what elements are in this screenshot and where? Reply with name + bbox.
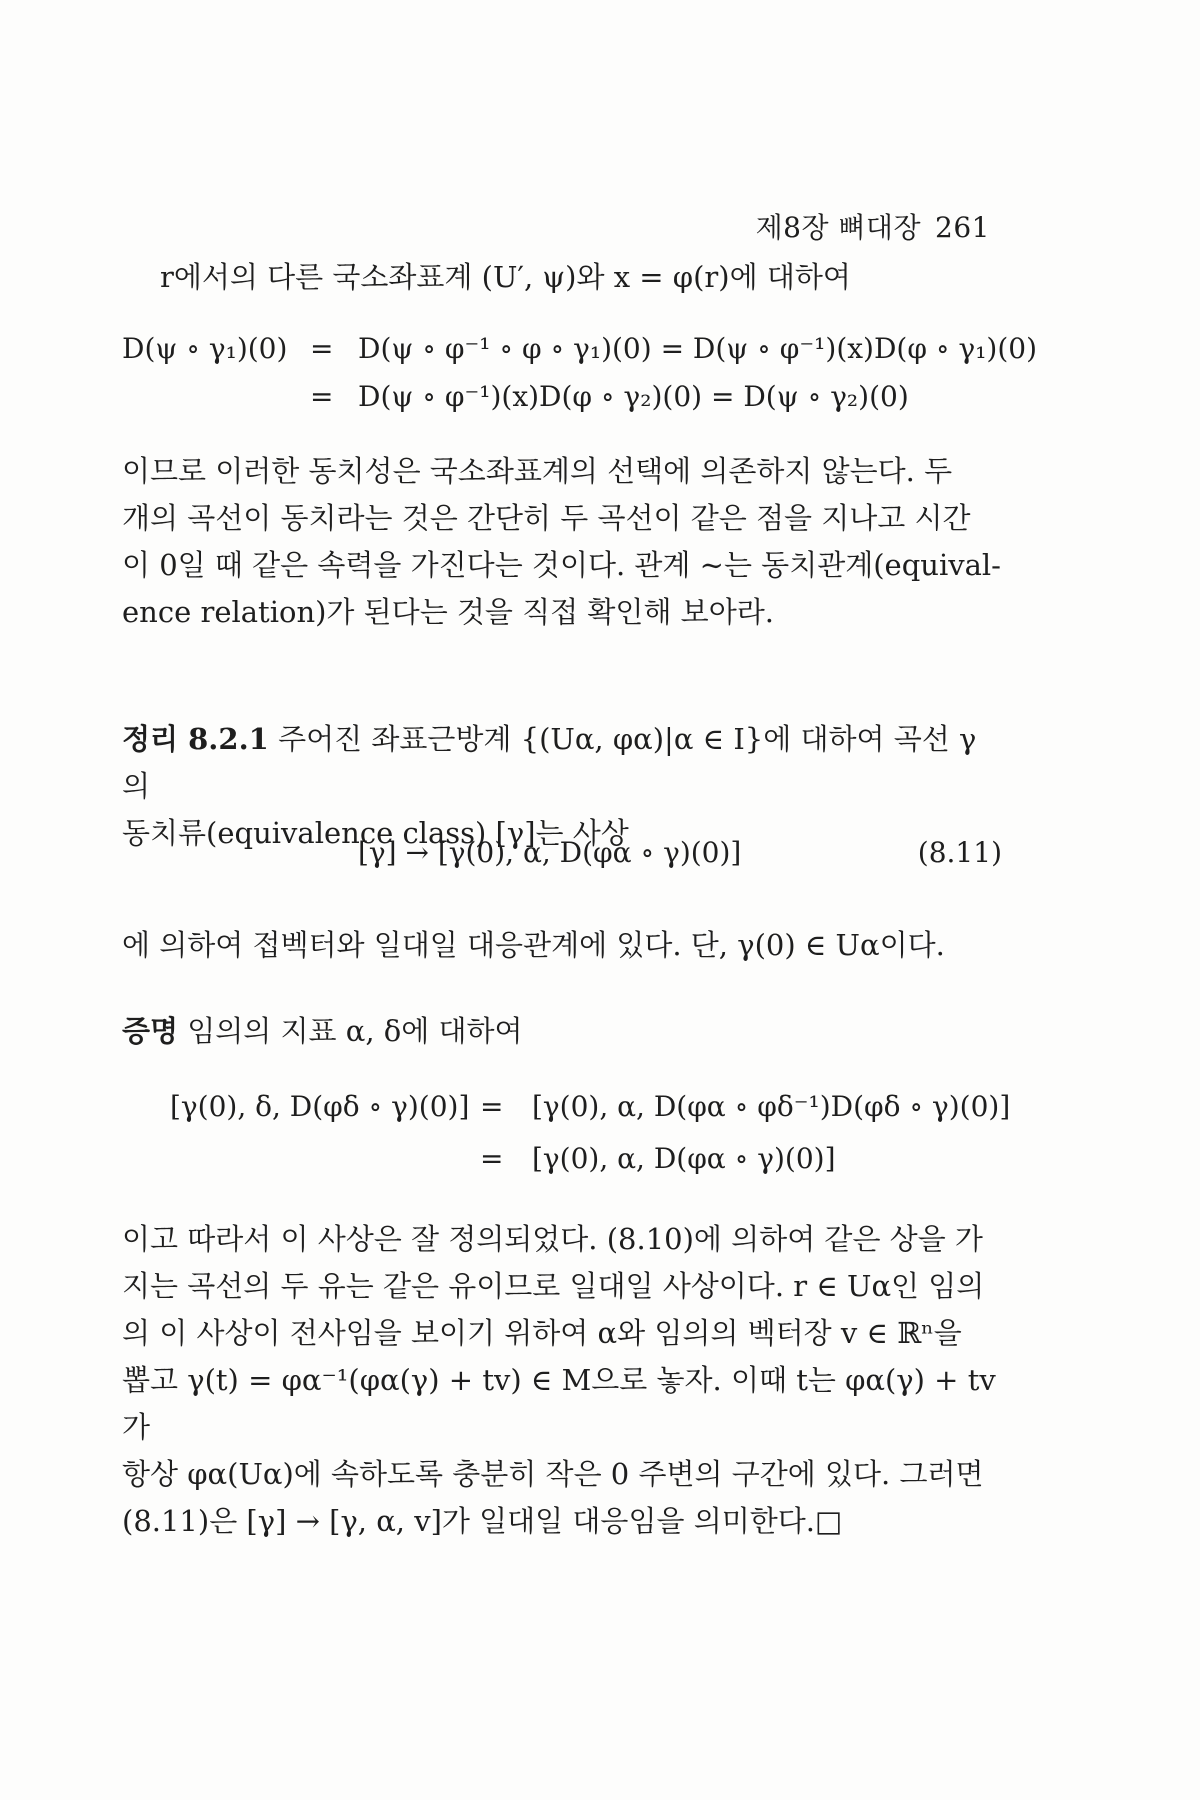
theorem-line-2: 동치류(equivalence class) [γ]는 사상 — [122, 816, 629, 850]
theorem-label: 정리 8.2.1 — [122, 722, 269, 756]
para2-line-1: 이고 따라서 이 사상은 잘 정의되었다. (8.10)에 의하여 같은 상을 가 — [122, 1222, 983, 1256]
proof-label: 증명 — [122, 1014, 179, 1048]
paragraph-2 — [122, 1216, 1002, 1545]
eq2-number: (8.11) — [917, 836, 1002, 869]
eq1-row1-lhs: D(ψ ∘ γ₁)(0) — [122, 332, 288, 365]
equation-1 — [122, 332, 1038, 432]
eq3-row1-equals: = — [480, 1090, 504, 1123]
para2-line-5: 항상 φα(Uα)에 속하도록 충분히 작은 0 주변의 구간에 있다. 그러면 — [122, 1457, 984, 1491]
theorem-text-1: 주어진 좌표근방계 {(Uα, φα)|α ∈ I}에 대하여 곡선 γ의 — [122, 722, 977, 803]
after-eq2-line: 에 의하여 접벡터와 일대일 대응관계에 있다. 단, γ(0) ∈ Uα이다. — [122, 928, 945, 962]
eq3-row1-rhs: [γ(0), α, D(φα ∘ φδ⁻¹)D(φδ ∘ γ)(0)] — [532, 1090, 1011, 1123]
paragraph-1 — [122, 448, 1002, 636]
para1-line-3: 이 0일 때 같은 속력을 가진다는 것이다. 관계 ∼는 동치관계(equival- — [122, 548, 1001, 582]
para2-line-3: 의 이 사상이 전사임을 보이기 위하여 α와 임의의 벡터장 v ∈ ℝⁿ을 — [122, 1316, 962, 1350]
equation-3 — [122, 1090, 1011, 1190]
eq3-row2-equals: = — [480, 1142, 504, 1175]
eq3-row2-rhs: [γ(0), α, D(φα ∘ γ)(0)] — [532, 1142, 836, 1175]
eq1-row1-rhs: D(ψ ∘ φ⁻¹ ∘ φ ∘ γ₁)(0) = D(ψ ∘ φ⁻¹)(x)D(φ ∘ γ₁)(0) — [358, 332, 1038, 365]
equation-2 — [122, 836, 1002, 876]
eq1-row2-rhs: D(ψ ∘ φ⁻¹)(x)D(φ ∘ γ₂)(0) = D(ψ ∘ γ₂)(0) — [358, 380, 909, 413]
para1-line-2: 개의 곡선이 동치라는 것은 간단히 두 곡선이 같은 점을 지나고 시간 — [122, 501, 971, 535]
chapter-title: 제8장 뼈대장 — [755, 211, 922, 244]
proof-block — [122, 1008, 1002, 1055]
theorem-line-1 — [122, 716, 1002, 810]
para1-line-1: 이므로 이러한 동치성은 국소좌표계의 선택에 의존하지 않는다. 두 — [122, 454, 953, 488]
para2-line-2: 지는 곡선의 두 유는 같은 유이므로 일대일 사상이다. r ∈ Uα인 임의 — [122, 1269, 985, 1303]
intro-paragraph — [122, 254, 1002, 301]
eq1-row2-equals: = — [310, 380, 334, 413]
para2-line-6: (8.11)은 [γ] → [γ, α, v]가 일대일 대응임을 의미한다.□ — [122, 1504, 843, 1538]
para1-line-4: ence relation)가 된다는 것을 직접 확인해 보아라. — [122, 595, 774, 629]
eq3-row1-lhs: [γ(0), δ, D(φδ ∘ γ)(0)] — [170, 1090, 470, 1123]
eq2-body: [γ] → [γ(0), α, D(φα ∘ γ)(0)] — [358, 836, 742, 869]
proof-text: 임의의 지표 α, δ에 대하여 — [187, 1014, 523, 1048]
para2-line-4: 뽑고 γ(t) = φα⁻¹(φα(γ) + tv) ∈ M으로 놓자. 이때 t는 φα(γ) + tv가 — [122, 1363, 996, 1444]
proof-line — [122, 1008, 1002, 1055]
after-eq2-paragraph — [122, 922, 1002, 969]
running-header — [756, 206, 990, 246]
eq1-row1-equals: = — [310, 332, 334, 365]
page-number: 261 — [935, 211, 990, 244]
intro-line: r에서의 다른 국소좌표계 (U′, ψ)와 x = φ(r)에 대하여 — [160, 260, 851, 294]
